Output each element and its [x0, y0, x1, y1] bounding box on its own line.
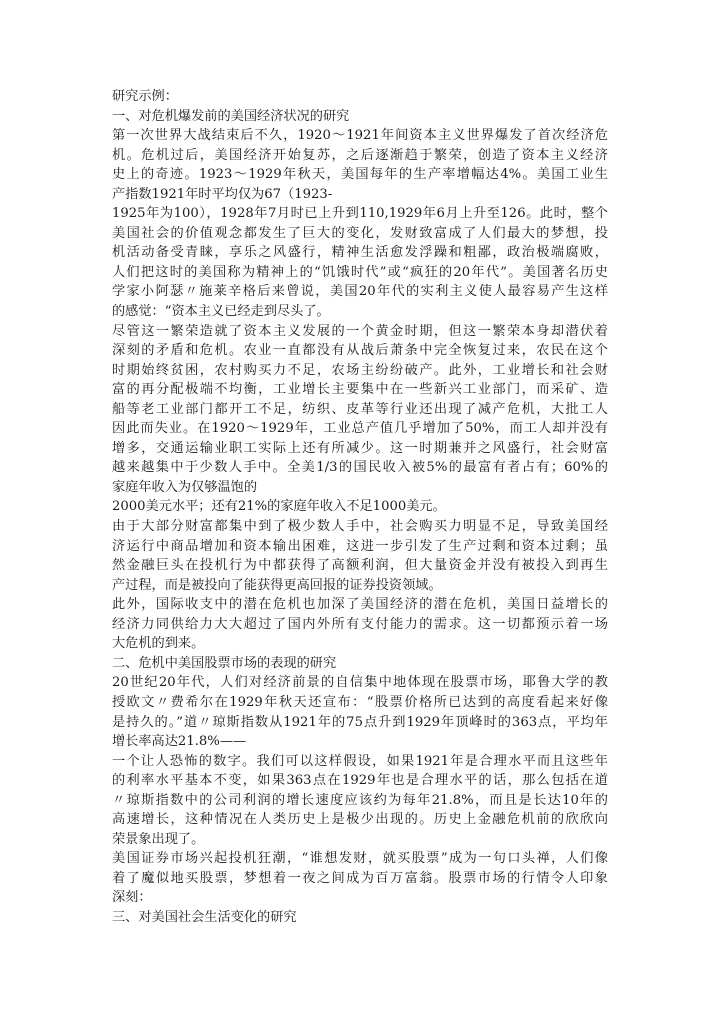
text-line: 机活动备受青睐，享乐之风盛行，精神生活愈发浮躁和粗鄙，政治极端腐败，	[112, 245, 608, 261]
text-line: 因此而失业。在1920～1929年，工业总产值几乎增加了50%，而工人却并没有	[112, 421, 608, 437]
document-body	[112, 87, 608, 928]
text-line: 美国社会的价值观念都发生了巨大的变化，发财致富成了人们最大的梦想，投	[112, 225, 608, 241]
text-line: 济运行中商品增加和资本输出困难，这进一步引发了生产过剩和资本过剩；虽	[112, 538, 608, 554]
text-line: 2000美元水平；还有21%的家庭年收入不足1000美元。	[112, 499, 446, 515]
text-line: 授欧文〃费希尔在1929年秋天还宣布：“股票价格所已达到的高度看起来好像	[112, 694, 608, 710]
text-line: 船等老工业部门都开工不足，纺织、皮革等行业还出现了减产危机，大批工人	[112, 401, 608, 417]
text-line: 三、对美国社会生活变化的研究	[112, 909, 297, 925]
text-line: 此外，国际收支中的潜在危机也加深了美国经济的潜在危机，美国日益增长的	[112, 597, 608, 613]
text-line: 美国证券市场兴起投机狂潮，“谁想发财，就买股票”成为一句口头禅，人们像	[112, 851, 608, 867]
text-line: 〃琼斯指数中的公司利润的增长速度应该约为每年21.8%，而且是长达10年的	[112, 792, 608, 808]
text-line: 大危机的到来。	[112, 636, 205, 652]
text-line: 是持久的。”道〃琼斯指数从1921年的75点升到1929年顶峰时的363点，平均年	[112, 714, 608, 730]
text-line: 深刻的矛盾和危机。农业一直都没有从战后萧条中完全恢复过来，农民在这个	[112, 343, 608, 359]
text-line: 尽管这一繁荣造就了资本主义发展的一个黄金时期，但这一繁荣本身却潜伏着	[112, 323, 608, 339]
text-line: 增长率高达21.8%——	[112, 734, 247, 750]
text-line: 史上的奇迹。1923～1929年秋天，美国每年的生产率增幅达4%。美国工业生	[112, 167, 608, 183]
text-line: 时期始终贫困，农村购买力不足，农场主纷纷破产。此外，工业增长和社会财	[112, 362, 608, 378]
text-line: 第一次世界大战结束后不久，1920～1921年间资本主义世界爆发了首次经济危	[112, 128, 608, 144]
text-line: 1925年为100），1928年7月时已上升到110,1929年6月上升至126。此时，整个	[112, 206, 608, 222]
text-line: 20世纪20年代，人们对经济前景的自信集中地体现在股票市场，耶鲁大学的教	[112, 675, 608, 691]
text-line: 产指数1921年时平均仅为67（1923-	[112, 186, 333, 202]
text-line: 产过程，而是被投向了能获得更高回报的证券投资领域。	[112, 577, 442, 593]
text-line: 高速增长，这种情况在人类历史上是极少出现的。历史上金融危机前的欣欣向	[112, 812, 608, 828]
text-line: 由于大部分财富都集中到了极少数人手中，社会购买力明显不足，导致美国经	[112, 519, 608, 535]
text-line: 二、危机中美国股票市场的表现的研究	[112, 655, 337, 671]
text-line: 机。危机过后，美国经济开始复苏，之后逐渐趋于繁荣，创造了资本主义经济	[112, 147, 608, 163]
text-line: 的利率水平基本不变，如果363点在1929年也是合理水平的话，那么包括在道	[112, 773, 608, 789]
text-line: 人们把这时的美国称为精神上的“饥饿时代”或“疯狂的20年代”。美国著名历史	[112, 264, 608, 280]
text-line: 越来越集中于少数人手中。全美1/3的国民收入被5%的最富有者占有；60%的	[112, 460, 608, 476]
text-line: 然金融巨头在投机行为中都获得了高额利润，但大量资金并没有被投入到再生	[112, 558, 608, 574]
text-line: 家庭年收入为仅够温饱的	[112, 479, 258, 495]
text-line: 的感觉：“资本主义已经走到尽头了。	[112, 304, 330, 320]
text-line: 富的再分配极端不均衡，工业增长主要集中在一些新兴工业部门，而采矿、造	[112, 382, 608, 398]
text-line: 经济力同供给力大大超过了国内外所有支付能力的需求。这一切都预示着一场	[112, 616, 608, 632]
text-line: 一个让人恐怖的数字。我们可以这样假设，如果1921年是合理水平而且这些年	[112, 753, 608, 769]
text-line: 学家小阿瑟〃施莱辛格后来曾说，美国20年代的实利主义使人最容易产生这样	[112, 284, 608, 300]
text-line: 增多，交通运输业职工实际上还有所减少。这一时期兼并之风盛行，社会财富	[112, 440, 608, 456]
text-line: 一、对危机爆发前的美国经济状况的研究	[112, 108, 350, 124]
text-line: 荣景象出现了。	[112, 831, 205, 847]
text-line: 深刻：	[112, 890, 152, 906]
text-line: 研究示例：	[112, 89, 178, 104]
text-line: 着了魔似地买股票，梦想着一夜之间成为百万富翁。股票市场的行情令人印象	[112, 870, 608, 886]
